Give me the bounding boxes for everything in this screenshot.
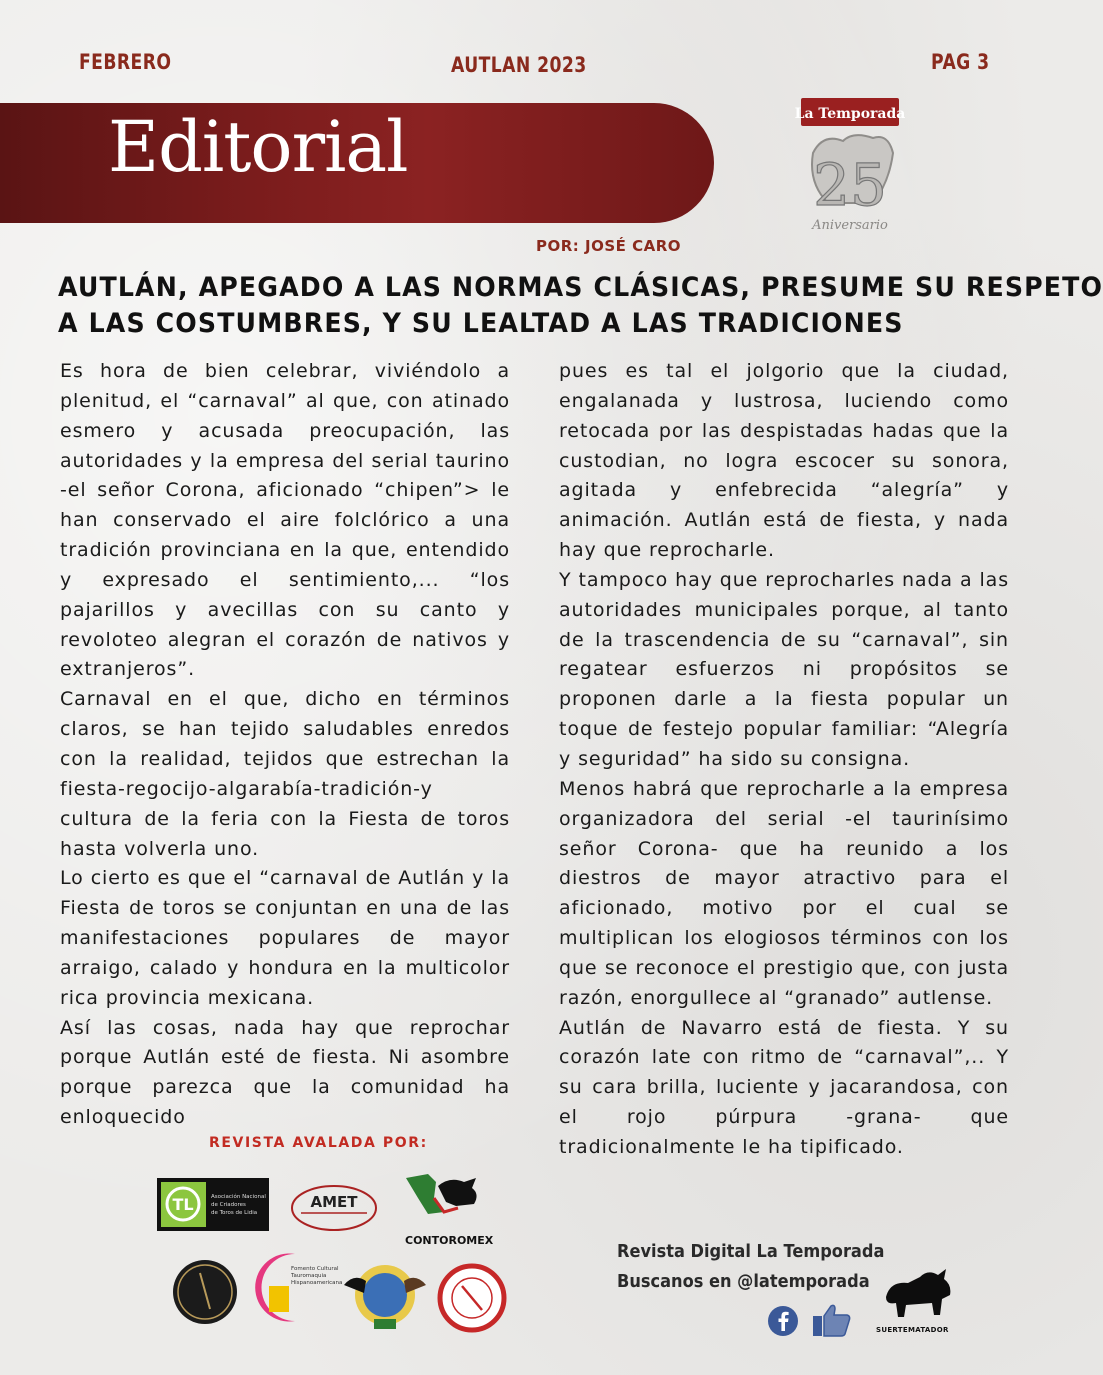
like-thumb-icon[interactable] <box>811 1302 853 1338</box>
header-month: FEBRERO <box>79 50 172 74</box>
fomento-cultural-logo-icon <box>255 1250 343 1325</box>
svg-text:AMET: AMET <box>310 1193 358 1211</box>
logo-brand-text: La Temporada <box>794 106 906 122</box>
footer-magazine-name: Revista Digital La Temporada <box>617 1241 885 1262</box>
bull-silhouette-icon <box>880 1263 960 1335</box>
headline <box>58 270 1103 342</box>
svg-text:Tauromaquia: Tauromaquia <box>291 1273 327 1279</box>
svg-text:Hispanoamericana: Hispanoamericana <box>291 1280 343 1286</box>
paragraph: Menos habrá que reprocharle a la empresa organizadora del serial -el taurinísimo señor Corona- que ha reunido a los diestros de mayor atractivo para el aficionado, motivo por el cual se multiplican los elogiosos términos con los que se reconoce el prestigio que, con justa razón, enorgullece al “granado” autlense. <box>559 777 1009 1009</box>
paragraph: Autlán de Navarro está de fiesta. Y su corazón late con ritmo de “carnaval”,.. Y su cara brilla, luciente y jacarandosa, con el rojo púrpura -grana- que tradicionalmente le ha tipificado. <box>559 1016 1009 1158</box>
article-column-1 <box>60 357 510 1133</box>
svg-text:TL: TL <box>172 1195 194 1214</box>
paragraph: pues es tal el jolgorio que la ciudad, engalanada y lustrosa, luciendo como retocada por las despistadas hadas que la custodian, no logra escocer su sonora, agitada y enfebrecida “alegría” y animación. Autlán está de fiesta, y nada hay que reprocharle. <box>559 360 1009 562</box>
header-page-number: PAG 3 <box>931 50 990 74</box>
article-column-2 <box>559 357 1009 1163</box>
svg-text:de Toros de Lidia: de Toros de Lidia <box>211 1210 258 1216</box>
header-edition: AUTLAN 2023 <box>451 53 587 77</box>
logo-caption-text: Aniversario <box>812 218 888 233</box>
endorsement-label: REVISTA AVALADA POR: <box>209 1135 428 1151</box>
bullfighter-emblem-icon <box>340 1257 430 1332</box>
byline: POR: JOSÉ CARO <box>536 237 682 255</box>
facebook-icon[interactable] <box>767 1305 799 1337</box>
paragraph: Es hora de bien celebrar, viviéndolo a plenitud, el “carnaval” al que, con atinado esmero y acusada preocupación, las autoridades y la empresa del serial taurino -el señor Corona, aficionado “chipen”> le han conservado el aire folclórico a una tradición provinciana en la que, entendido y expresado el sentimiento,... “los pajarillos y avecillas con su canto y revoloteo alegran el corazón de nativos y extranjeros”. <box>60 360 510 681</box>
amet-logo-icon <box>289 1183 379 1233</box>
paragraph: Y tampoco hay que reprocharles nada a las autoridades municipales porque, al tanto de la trascendencia de su “carnaval”, sin regatear esfuerzos ni propósitos se proponen darle a la fiesta popular un toque de festejo popular familiar: “Alegría y seguridad” ha sido su consigna. <box>559 568 1009 770</box>
anniversary-logo <box>793 93 908 238</box>
headline-line-2: A LAS COSTUMBRES, Y SU LEALTAD A LAS TRADICIONES <box>58 308 904 339</box>
contoromex-label: CONTOROMEX <box>405 1234 494 1247</box>
footer-social-handle: Buscanos en @latemporada <box>617 1271 870 1292</box>
paragraph: Lo cierto es que el “carnaval de Autlán y la Fiesta de toros se conjuntan en una de las manifestaciones populares de mayor arraigo, calado y hondura en la multicolor rica provincia mexicana. <box>60 867 510 1009</box>
svg-text:Fomento Cultural: Fomento Cultural <box>291 1266 339 1272</box>
round-seal-red-icon <box>438 1264 506 1332</box>
paragraph: Carnaval en el que, dicho en términos claros, se han tejido saludables enredos con la realidad, tejidos que estrechan la fiesta-regocijo-algarabía-tradición-y cultura de la feria con la Fiesta de toros hasta volverla uno. <box>60 688 510 860</box>
headline-line-1: AUTLÁN, APEGADO A LAS NORMAS CLÁSICAS, PRESUME SU RESPETO <box>58 272 1103 303</box>
round-seal-dark-icon <box>172 1259 238 1325</box>
svg-text:de Criadores: de Criadores <box>211 1202 246 1208</box>
logo-number-text: 25 <box>813 151 887 219</box>
section-title: Editorial <box>108 106 408 188</box>
paragraph: Así las cosas, nada hay que reprochar porque Autlán esté de fiesta. Ni asombre porque parezca que la comunidad ha enloquecido <box>60 1016 510 1129</box>
contoromex-bull-icon <box>398 1168 488 1220</box>
svg-text:Asociación Nacional: Asociación Nacional <box>211 1194 266 1200</box>
tl-logo-icon <box>157 1178 269 1231</box>
suertematador-label: SUERTEMATADOR <box>876 1326 949 1334</box>
